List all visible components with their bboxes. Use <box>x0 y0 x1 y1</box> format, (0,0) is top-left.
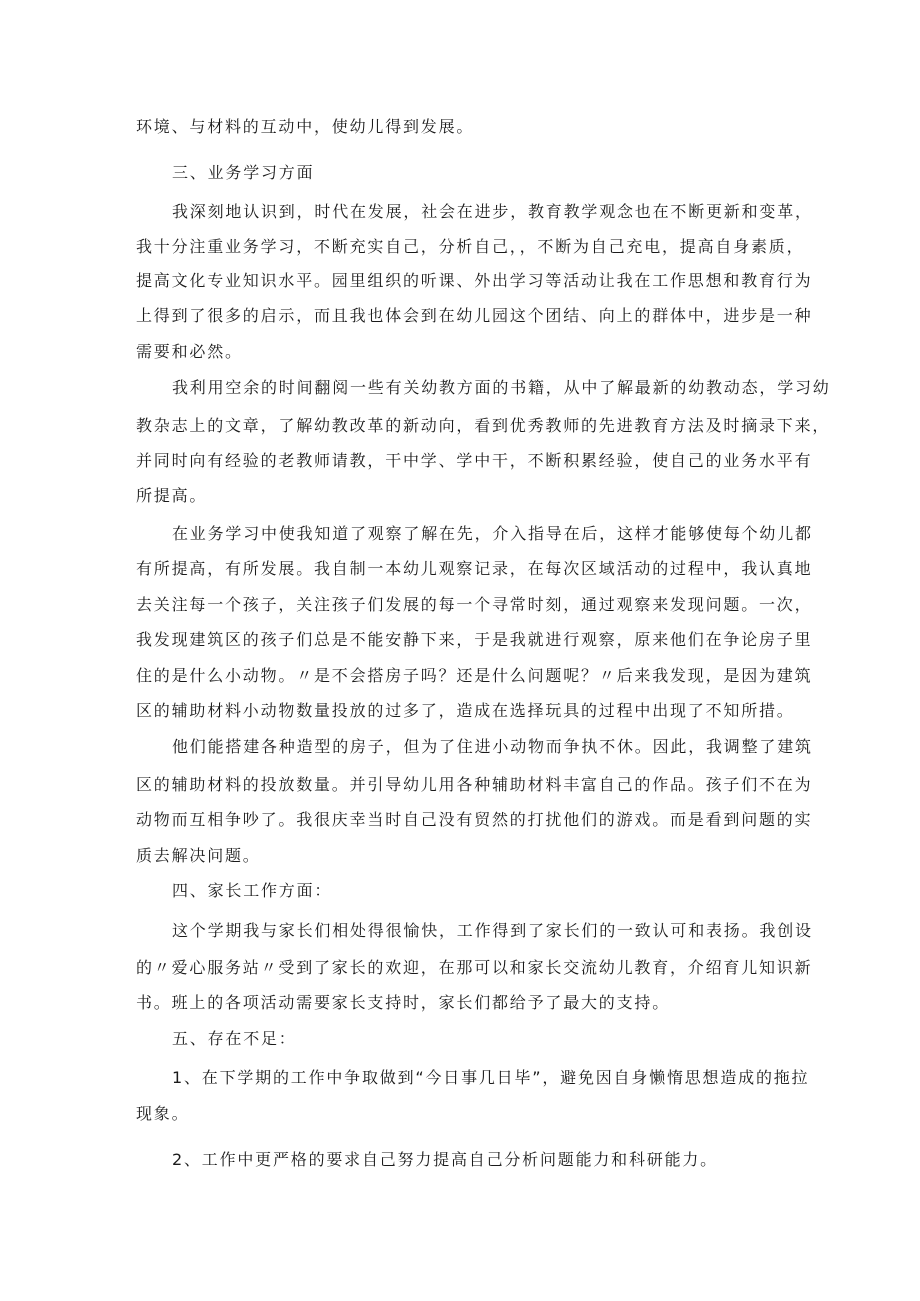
paragraph-line: 动物而互相争吵了。我很庆幸当时自己没有贸然的打扰他们的游戏。而是看到问题的实 <box>136 810 813 829</box>
paragraph-line: 教杂志上的文章，了解幼教改革的新动向，看到优秀教师的先进教育方法及时摘录下来， <box>136 416 831 435</box>
section-heading: 五、存在不足： <box>172 1029 297 1048</box>
paragraph-line: 在业务学习中使我知道了观察了解在先，介入指导在后，这样才能够使每个幼儿都 <box>172 524 813 543</box>
paragraph-line: 我十分注重业务学习，不断充实自己，分析自己，，不断为自己充电，提高自身素质， <box>136 237 805 256</box>
paragraph-line: 上得到了很多的启示，而且我也体会到在幼儿园这个团结、向上的群体中，进步是一种 <box>136 306 813 325</box>
paragraph-line: 环境、与材料的互动中，使幼儿得到发展。 <box>136 117 475 136</box>
paragraph-line: 去关注每一个孩子，关注孩子们发展的每一个寻常时刻，通过观察来发现问题。一次， <box>136 595 813 614</box>
paragraph-line: 所提高。 <box>136 486 208 505</box>
paragraph-line: 有所提高，有所发展。我自制一本幼儿观察记录，在每次区域活动的过程中，我认真地 <box>136 559 813 578</box>
paragraph-line: 质去解决问题。 <box>136 846 261 865</box>
paragraph-line: 这个学期我与家长们相处得很愉快，工作得到了家长们的一致认可和表扬。我创设 <box>172 921 813 940</box>
paragraph-line: 区的辅助材料的投放数量。并引导幼儿用各种辅助材料丰富自己的作品。孩子们不在为 <box>136 775 813 794</box>
paragraph-line: 的〃爱心服务站〃受到了家长的欢迎，在那可以和家长交流幼儿教育，介绍育儿知识新 <box>136 958 813 977</box>
paragraph-line: 区的辅助材料小动物数量投放的过多了，造成在选择玩具的过程中出现了不知所措。 <box>136 701 795 720</box>
paragraph-line: 住的是什么小动物。〃是不会搭房子吗？还是什么问题呢？〃后来我发现，是因为建筑 <box>136 666 813 685</box>
list-item: 2、工作中更严格的要求自己努力提高自己分析问题能力和科研能力。 <box>172 1150 718 1169</box>
paragraph-line: 我深刻地认识到，时代在发展，社会在进步，教育教学观念也在不断更新和变革， <box>172 202 813 221</box>
section-heading: 四、家长工作方面： <box>172 881 333 900</box>
paragraph-line: 他们能搭建各种造型的房子，但为了住进小动物而争执不休。因此，我调整了建筑 <box>172 737 813 756</box>
list-item: 1、在下学期的工作中争取做到“今日事几日毕”，避免因自身懒惰思想造成的拖拉 <box>172 1068 810 1087</box>
list-item-continuation: 现象。 <box>136 1104 190 1123</box>
paragraph-line: 提高文化专业知识水平。园里组织的听课、外出学习等活动让我在工作思想和教育行为 <box>136 271 813 290</box>
paragraph-line: 我利用空余的时间翻阅一些有关幼教方面的书籍，从中了解最新的幼教动态，学习幼 <box>172 378 831 397</box>
paragraph-line: 我发现建筑区的孩子们总是不能安静下来，于是我就进行观察，原来他们在争论房子里 <box>136 630 813 649</box>
section-heading: 三、业务学习方面 <box>172 163 315 182</box>
paragraph-line: 书。班上的各项活动需要家长支持时，家长们都给予了最大的支持。 <box>136 993 671 1012</box>
paragraph-line: 并同时向有经验的老教师请教，干中学、学中干，不断积累经验，使自己的业务水平有 <box>136 451 813 470</box>
paragraph-line: 需要和必然。 <box>136 342 243 361</box>
